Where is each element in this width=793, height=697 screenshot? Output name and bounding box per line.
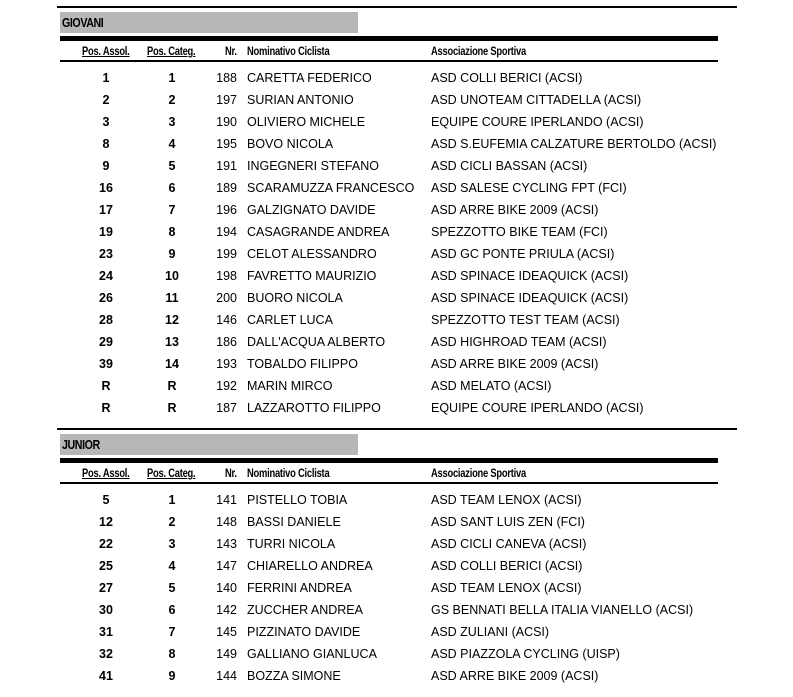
pos-assol-cell: 16 <box>99 181 113 195</box>
associazione-cell: ASD HIGHROAD TEAM (ACSI) <box>431 335 607 349</box>
name-cell: TURRI NICOLA <box>247 537 336 551</box>
table-row <box>0 401 793 423</box>
table-row <box>0 71 793 93</box>
associazione-cell: ASD ARRE BIKE 2009 (ACSI) <box>431 203 599 217</box>
nr-cell: 142 <box>216 603 237 617</box>
name-cell: CELOT ALESSANDRO <box>247 247 377 261</box>
associazione-cell: ASD ARRE BIKE 2009 (ACSI) <box>431 357 599 371</box>
table-row <box>0 225 793 247</box>
table-row <box>0 493 793 515</box>
associazione-cell: ASD SPINACE IDEAQUICK (ACSI) <box>431 269 629 283</box>
pos-assol-cell: 22 <box>99 537 113 551</box>
pos-categ-cell: 3 <box>168 537 176 551</box>
pos-assol-cell: 26 <box>99 291 113 305</box>
pos-categ-cell: 2 <box>168 93 176 107</box>
table-row <box>0 669 793 691</box>
pos-categ-cell: 9 <box>168 669 176 683</box>
header-associazione: Associazione Sportiva <box>431 466 526 480</box>
pos-categ-cell: 2 <box>168 515 176 529</box>
name-cell: PISTELLO TOBIA <box>247 493 348 507</box>
table-row <box>0 181 793 203</box>
associazione-cell: EQUIPE COURE IPERLANDO (ACSI) <box>431 115 644 129</box>
associazione-cell: ASD MELATO (ACSI) <box>431 379 552 393</box>
pos-assol-cell: 27 <box>99 581 113 595</box>
name-cell: GALZIGNATO DAVIDE <box>247 203 376 217</box>
name-cell: DALL'ACQUA ALBERTO <box>247 335 386 349</box>
nr-cell: 200 <box>216 291 237 305</box>
name-cell: BASSI DANIELE <box>247 515 341 529</box>
name-cell: TOBALDO FILIPPO <box>247 357 358 371</box>
associazione-cell: ASD TEAM LENOX (ACSI) <box>431 581 582 595</box>
nr-cell: 198 <box>216 269 237 283</box>
name-cell: INGEGNERI STEFANO <box>247 159 379 173</box>
name-cell: BUORO NICOLA <box>247 291 343 305</box>
name-cell: BOZZA SIMONE <box>247 669 341 683</box>
table-row <box>0 115 793 137</box>
name-cell: FAVRETTO MAURIZIO <box>247 269 377 283</box>
name-cell: CHIARELLO ANDREA <box>247 559 373 573</box>
pos-assol-cell: 23 <box>99 247 113 261</box>
pos-categ-cell: 1 <box>168 71 176 85</box>
table-row <box>0 625 793 647</box>
category-bar-giovani <box>60 12 358 33</box>
associazione-cell: EQUIPE COURE IPERLANDO (ACSI) <box>431 401 644 415</box>
pos-categ-cell: 11 <box>165 291 179 305</box>
pos-categ-cell: R <box>167 401 177 415</box>
nr-cell: 192 <box>216 379 237 393</box>
pos-assol-cell: 17 <box>99 203 113 217</box>
associazione-cell: ASD COLLI BERICI (ACSI) <box>431 71 583 85</box>
pos-categ-cell: 7 <box>168 203 176 217</box>
pos-assol-cell: 8 <box>102 137 110 151</box>
header-pos-assol: Pos. Assol. <box>82 44 130 58</box>
nr-cell: 186 <box>216 335 237 349</box>
name-cell: PIZZINATO DAVIDE <box>247 625 361 639</box>
associazione-cell: SPEZZOTTO TEST TEAM (ACSI) <box>431 313 620 327</box>
pos-categ-cell: 13 <box>165 335 179 349</box>
table-row <box>0 647 793 669</box>
table-row <box>0 291 793 313</box>
header-thick-rule <box>60 36 718 41</box>
pos-categ-cell: 4 <box>168 137 176 151</box>
nr-cell: 194 <box>216 225 237 239</box>
nr-cell: 148 <box>216 515 237 529</box>
header-thin-rule <box>60 60 718 62</box>
nr-cell: 143 <box>216 537 237 551</box>
table-row <box>0 137 793 159</box>
pos-assol-cell: 9 <box>102 159 110 173</box>
pos-categ-cell: 8 <box>168 647 176 661</box>
nr-cell: 195 <box>216 137 237 151</box>
pos-assol-cell: R <box>101 379 111 393</box>
category-title-junior: JUNIOR <box>62 437 100 452</box>
pos-categ-cell: 9 <box>168 247 176 261</box>
category-title-giovani: GIOVANI <box>62 15 104 30</box>
associazione-cell: ASD PIAZZOLA CYCLING (UISP) <box>431 647 620 661</box>
nr-cell: 144 <box>216 669 237 683</box>
table-row <box>0 603 793 625</box>
pos-categ-cell: 3 <box>168 115 176 129</box>
nr-cell: 193 <box>216 357 237 371</box>
table-row <box>0 247 793 269</box>
nr-cell: 146 <box>216 313 237 327</box>
pos-assol-cell: 41 <box>99 669 113 683</box>
table-row <box>0 159 793 181</box>
header-nominativo: Nominativo Ciclista <box>247 466 330 480</box>
pos-categ-cell: 10 <box>165 269 179 283</box>
associazione-cell: ASD SALESE CYCLING FPT (FCI) <box>431 181 627 195</box>
pos-assol-cell: 39 <box>99 357 113 371</box>
associazione-cell: ASD CICLI CANEVA (ACSI) <box>431 537 587 551</box>
associazione-cell: ASD SPINACE IDEAQUICK (ACSI) <box>431 291 629 305</box>
nr-cell: 199 <box>216 247 237 261</box>
nr-cell: 189 <box>216 181 237 195</box>
name-cell: ZUCCHER ANDREA <box>247 603 363 617</box>
pos-assol-cell: R <box>101 401 111 415</box>
pos-assol-cell: 29 <box>99 335 113 349</box>
associazione-cell: ASD ZULIANI (ACSI) <box>431 625 550 639</box>
section-top-rule <box>57 428 737 430</box>
associazione-cell: GS BENNATI BELLA ITALIA VIANELLO (ACSI) <box>431 603 694 617</box>
category-bar-junior <box>60 434 358 455</box>
pos-categ-cell: 1 <box>168 493 176 507</box>
nr-cell: 149 <box>216 647 237 661</box>
pos-assol-cell: 32 <box>99 647 113 661</box>
table-row <box>0 335 793 357</box>
section-top-rule <box>57 6 737 8</box>
table-row <box>0 537 793 559</box>
table-row <box>0 357 793 379</box>
nr-cell: 141 <box>216 493 237 507</box>
associazione-cell: ASD COLLI BERICI (ACSI) <box>431 559 583 573</box>
nr-cell: 191 <box>216 159 237 173</box>
header-nominativo: Nominativo Ciclista <box>247 44 330 58</box>
nr-cell: 140 <box>216 581 237 595</box>
table-row <box>0 581 793 603</box>
pos-categ-cell: 6 <box>168 603 176 617</box>
header-pos-assol: Pos. Assol. <box>82 466 130 480</box>
associazione-cell: ASD TEAM LENOX (ACSI) <box>431 493 582 507</box>
header-nr: Nr. <box>225 466 237 480</box>
pos-categ-cell: 8 <box>168 225 176 239</box>
table-row <box>0 93 793 115</box>
nr-cell: 187 <box>216 401 237 415</box>
pos-assol-cell: 24 <box>99 269 113 283</box>
nr-cell: 145 <box>216 625 237 639</box>
table-row <box>0 313 793 335</box>
associazione-cell: ASD CICLI BASSAN (ACSI) <box>431 159 588 173</box>
pos-assol-cell: 28 <box>99 313 113 327</box>
associazione-cell: ASD SANT LUIS ZEN (FCI) <box>431 515 585 529</box>
table-row <box>0 379 793 401</box>
pos-categ-cell: 12 <box>165 313 179 327</box>
name-cell: FERRINI ANDREA <box>247 581 352 595</box>
pos-categ-cell: 6 <box>168 181 176 195</box>
associazione-cell: SPEZZOTTO BIKE TEAM (FCI) <box>431 225 608 239</box>
pos-assol-cell: 5 <box>102 493 110 507</box>
pos-assol-cell: 31 <box>99 625 113 639</box>
pos-assol-cell: 1 <box>102 71 110 85</box>
pos-categ-cell: 5 <box>168 581 176 595</box>
pos-assol-cell: 12 <box>99 515 113 529</box>
name-cell: CASAGRANDE ANDREA <box>247 225 390 239</box>
header-pos-categ: Pos. Categ. <box>147 44 196 58</box>
table-row <box>0 269 793 291</box>
name-cell: CARLET LUCA <box>247 313 333 327</box>
pos-assol-cell: 3 <box>102 115 110 129</box>
pos-assol-cell: 19 <box>99 225 113 239</box>
associazione-cell: ASD GC PONTE PRIULA (ACSI) <box>431 247 615 261</box>
name-cell: SURIAN ANTONIO <box>247 93 354 107</box>
pos-categ-cell: 5 <box>168 159 176 173</box>
name-cell: LAZZAROTTO FILIPPO <box>247 401 381 415</box>
header-associazione: Associazione Sportiva <box>431 44 526 58</box>
associazione-cell: ASD S.EUFEMIA CALZATURE BERTOLDO (ACSI) <box>431 137 717 151</box>
name-cell: GALLIANO GIANLUCA <box>247 647 377 661</box>
nr-cell: 188 <box>216 71 237 85</box>
name-cell: MARIN MIRCO <box>247 379 333 393</box>
pos-assol-cell: 25 <box>99 559 113 573</box>
name-cell: SCARAMUZZA FRANCESCO <box>247 181 415 195</box>
nr-cell: 190 <box>216 115 237 129</box>
pos-categ-cell: 14 <box>165 357 179 371</box>
header-thick-rule <box>60 458 718 463</box>
name-cell: CARETTA FEDERICO <box>247 71 372 85</box>
pos-assol-cell: 2 <box>102 93 110 107</box>
nr-cell: 197 <box>216 93 237 107</box>
name-cell: BOVO NICOLA <box>247 137 334 151</box>
nr-cell: 147 <box>216 559 237 573</box>
associazione-cell: ASD UNOTEAM CITTADELLA (ACSI) <box>431 93 642 107</box>
header-pos-categ: Pos. Categ. <box>147 466 196 480</box>
pos-categ-cell: 4 <box>168 559 176 573</box>
header-thin-rule <box>60 482 718 484</box>
pos-assol-cell: 30 <box>99 603 113 617</box>
associazione-cell: ASD ARRE BIKE 2009 (ACSI) <box>431 669 599 683</box>
table-row <box>0 559 793 581</box>
header-nr: Nr. <box>225 44 237 58</box>
pos-categ-cell: 7 <box>168 625 176 639</box>
table-row <box>0 203 793 225</box>
table-row <box>0 515 793 537</box>
pos-categ-cell: R <box>167 379 177 393</box>
name-cell: OLIVIERO MICHELE <box>247 115 366 129</box>
nr-cell: 196 <box>216 203 237 217</box>
